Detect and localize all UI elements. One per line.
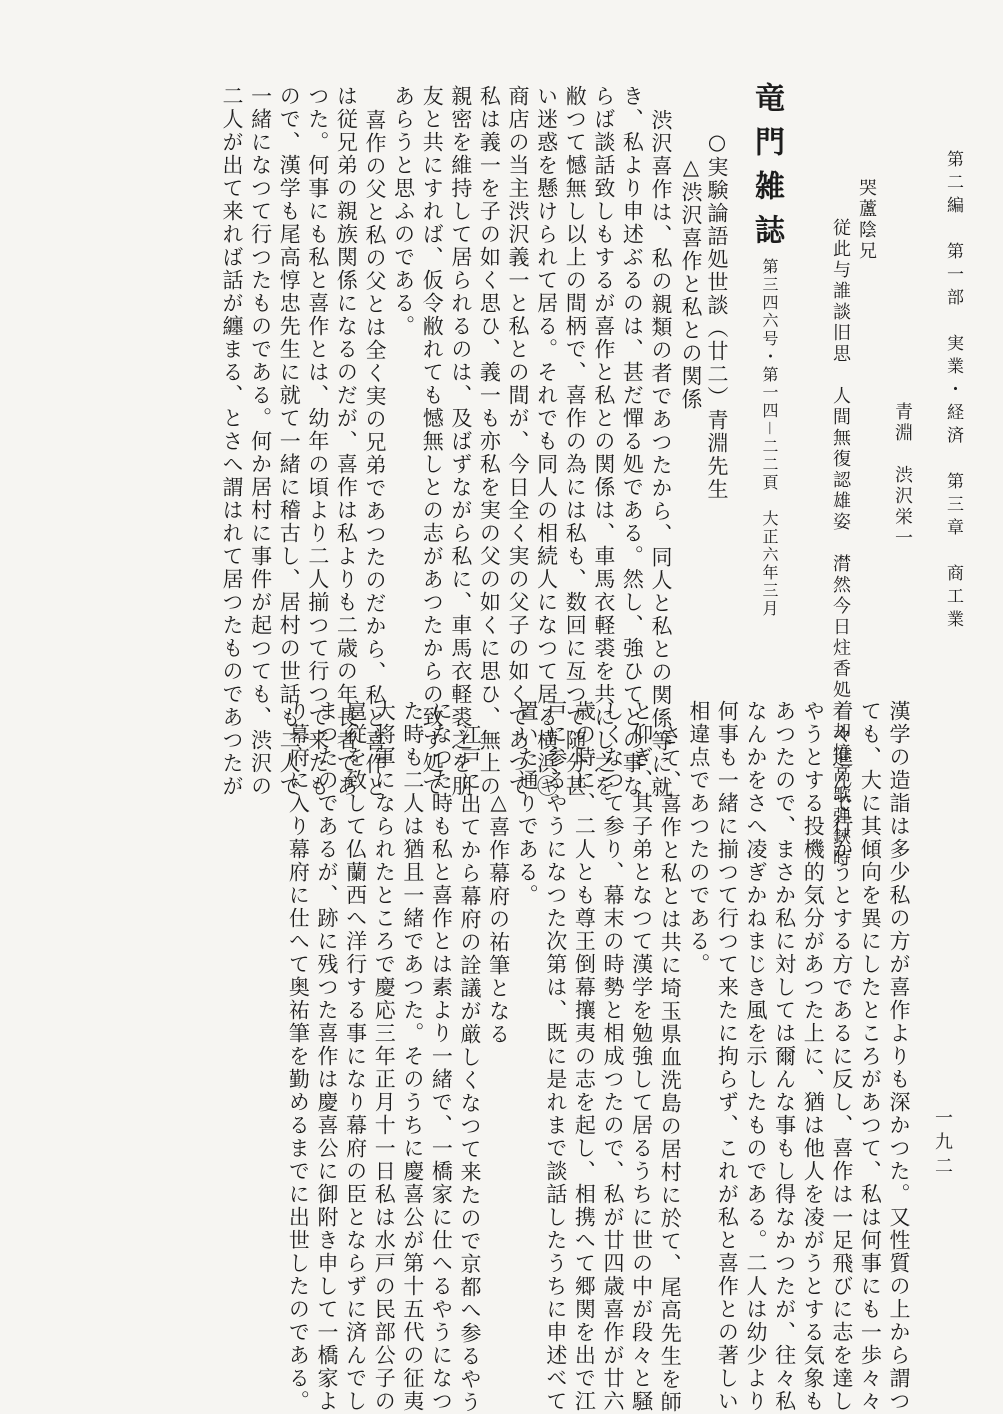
text-column: まつたのであるが、跡に残つた喜作は慶喜公に御附き申して一橋家よ <box>315 700 339 1413</box>
text-column: なんかをさへ凌ぎかねまじき風を示したものである。二人は幼少より <box>744 700 768 1413</box>
text-column: と仰ぎ、其子弟となつて漢学を勉強して居るうちに世の中が段々と騒 <box>629 700 654 1413</box>
text-column: い迷惑を懸けられて居る。それでも同人の相続人になつて居る横浜㋖ <box>534 85 559 798</box>
text-column: は従兄弟の親族関係になるのだが、喜作は私よりも二歳の年長者であ <box>334 85 359 798</box>
poem-title: 哭蘆陰兄 <box>856 178 877 262</box>
text-column: やうとする投機的気分があつた上に、猶は他人を凌がうとする気象も <box>801 700 826 1413</box>
text-column: つた。何事にも私と喜作とは、幼年の頃より二人揃つて行つて来たも <box>305 85 330 798</box>
poem-line: 従此与誰談旧思 人間無復認雄姿 潸然今日炷香処 却憶高歌弾鋏時 <box>830 218 851 869</box>
text-column: き、私より申述ぶるのは、甚だ憚る処である。然し、強ひてとの事な <box>620 85 645 798</box>
journal-citation: 第三四六号・第一四－二二頁 大正六年三月 <box>760 258 779 619</box>
text-column: 親密を維持して居られるのは、及ばずながら私に、車馬衣軽裘之を朋 <box>448 85 473 798</box>
section-heading-2: △喜作幕府の祐筆となる <box>486 790 511 1046</box>
text-column: あつたので、まさか私に対しては爾んな事もし得なかつたが、往々私 <box>772 700 797 1413</box>
text-column: 戸に参るやうになつた次第は、既に是れまで談話したうちに申述べて <box>543 700 568 1413</box>
text-column: 江戸に出てから幕府の詮議が厳しくなつて来たので京都へ参るやう <box>458 724 482 1414</box>
text-column: 友と共にすれば、仮令敝れても憾無しとの志があつたからの致す処で <box>420 85 445 798</box>
text-column: らば談話致しもするが喜作と私との関係は、車馬衣軽裘を共にし之を <box>591 85 616 798</box>
text-column: あらうと思ふのである。 <box>391 85 416 338</box>
text-column: しくなつて参り、幕末の時勢と相成つたので、私が廿四歳喜作が廿六 <box>601 700 625 1413</box>
text-column: 二人が出て来れば話が纏まる、とさへ謂はれて居つたものであつたが <box>220 85 244 798</box>
text-column: 何事も一緒に揃つて行つて来たに拘らず、これが私と喜作との著しい <box>715 700 740 1413</box>
journal-title: 竜門雑誌 <box>749 82 784 258</box>
text-column: 喜作の父と私の父とは全く実の兄弟であつたのだから、私と喜作と <box>363 109 387 799</box>
text-column: 歳の時に、二人とも尊王倒幕攘夷の志を起し、相携へて郷関を出で江 <box>572 700 597 1413</box>
text-column: 私は義一を子の如く思ひ、義一も亦私を実の父の如くに思ひ、無上の <box>477 85 502 798</box>
text-column: 扈従を致して仏蘭西へ洋行する事になり幕府の臣とならずに済んでし <box>343 700 368 1413</box>
page-number: 一九二 <box>932 1108 953 1180</box>
text-column: 大将軍になられたところで慶応三年正月十一日私は水戸の民部公子の <box>372 700 397 1413</box>
text-column: 敝つて憾無し以上の間柄で、喜作の為には私も、数回に亙つて随分甚 <box>563 85 588 798</box>
text-column: ても、大に其傾向を異にしたところがあつて、私は何事にも一歩々々 <box>858 700 883 1413</box>
text-column: 商店の当主渋沢義一と私との間が、今日全く実の父子の如くであつて <box>506 85 530 798</box>
poem-author: 青淵 渋沢栄一 <box>892 402 913 549</box>
text-column: 一緒になつて行つたものである。何か居村に事件が起つても、渋沢の <box>248 85 273 798</box>
text-column: になつた時も私と喜作とは素より一緒で、一橋家に仕へるやうになつ <box>429 700 454 1413</box>
article-heading: ○実験論語処世談（廿二）青淵先生 <box>705 130 729 501</box>
text-column: り幕府に入り幕府に仕へて奥祐筆を勤めるまでに出世したのである。 <box>286 700 311 1413</box>
section-heading <box>680 155 701 411</box>
text-column: 漢学の造詣は多少私の方が喜作よりも深かつた。又性質の上から謂つ <box>887 700 911 1413</box>
text-column: さて、喜作と私とは共に埼玉県血洗島の居村に於て、尾高先生を師 <box>658 724 683 1414</box>
section-heading-text: △渋沢喜作と私との関係 <box>679 155 703 411</box>
running-header: 第二編 第一部 実業・経済 第三章 商工業 <box>943 150 963 633</box>
text-column: 置いた通りである。 <box>515 700 540 907</box>
text-column: 相違点であつたのである。 <box>686 700 711 976</box>
text-column: 渋沢喜作は、私の親類の者であつたから、同人と私との関係等に就 <box>649 109 673 799</box>
text-column: た時も二人は猶且一緒であつた。そのうちに慶喜公が第十五代の征夷 <box>400 700 425 1413</box>
text-column: 着々進んで行かうとする方であるに反し、喜作は一足飛びに志を達し <box>829 700 854 1413</box>
text-column: ので、漢学も尾高惇忠先生に就て一緒に稽古し、居村の世話も二人で <box>277 85 302 798</box>
